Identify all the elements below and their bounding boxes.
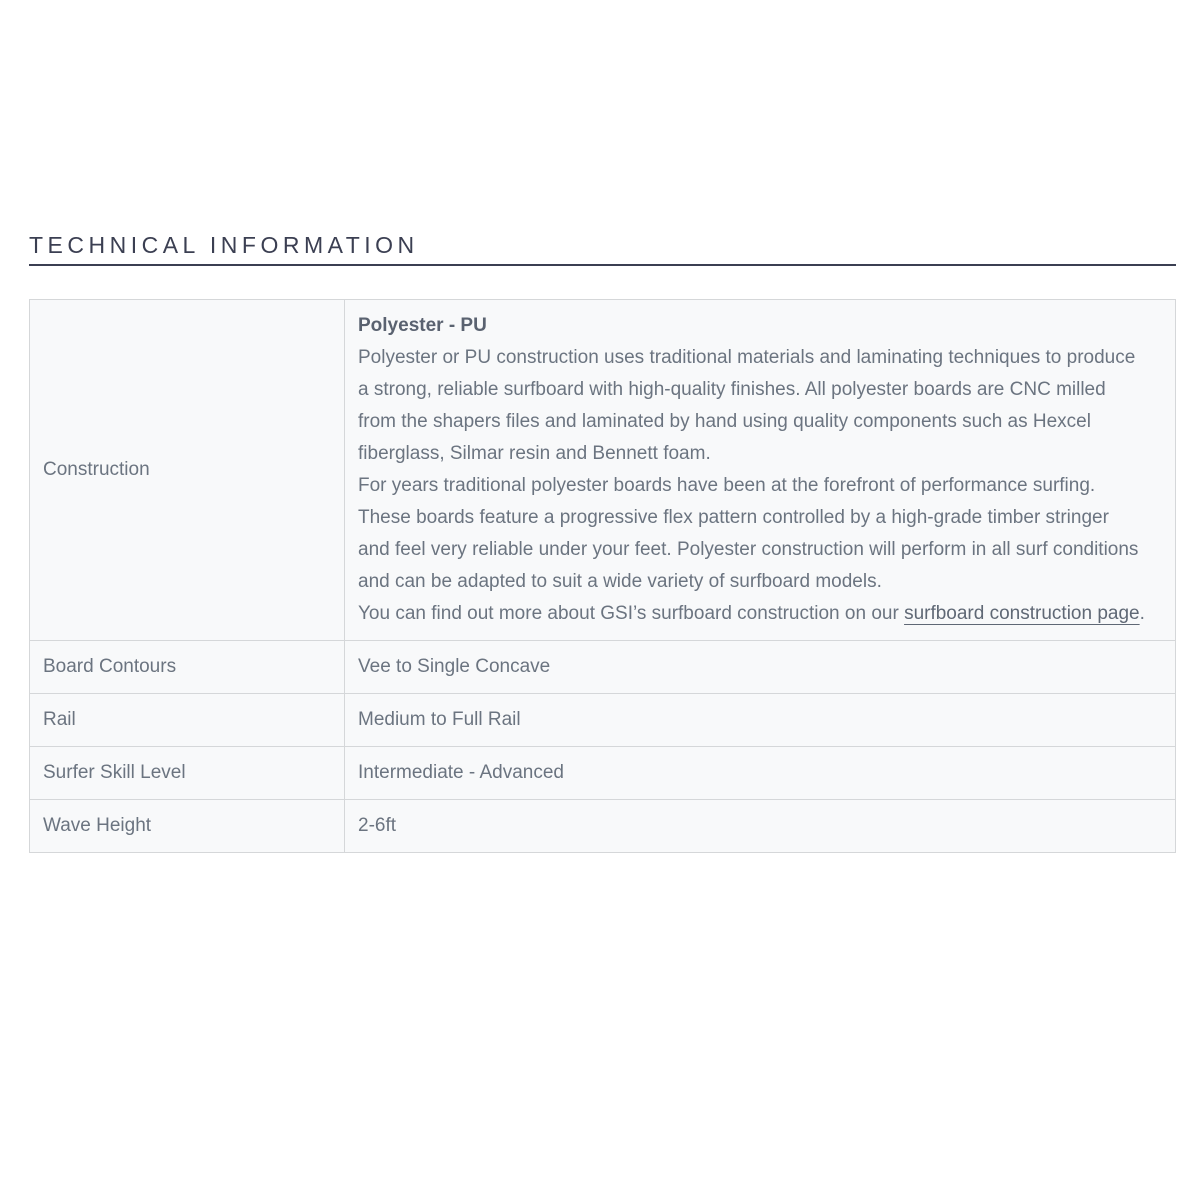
row-label-board-contours: Board Contours xyxy=(30,641,345,694)
construction-material-title: Polyester - PU xyxy=(358,315,487,336)
row-value-rail: Medium to Full Rail xyxy=(345,694,1176,747)
table-row-board-contours xyxy=(30,641,1176,694)
technical-information-section xyxy=(29,0,1176,853)
row-label-rail: Rail xyxy=(30,694,345,747)
table-row-construction xyxy=(30,300,1176,641)
row-label-surfer-skill-level: Surfer Skill Level xyxy=(30,747,345,800)
construction-link-prefix: You can find out more about GSI’s surfboard construction on our xyxy=(358,603,905,624)
row-label-construction: Construction xyxy=(30,300,345,641)
row-value-construction xyxy=(345,300,1176,641)
row-value-board-contours: Vee to Single Concave xyxy=(345,641,1176,694)
row-value-wave-height: 2-6ft xyxy=(345,800,1176,853)
table-row-rail xyxy=(30,694,1176,747)
row-label-wave-height: Wave Height xyxy=(30,800,345,853)
surfboard-construction-page-link[interactable]: surfboard construction page xyxy=(904,603,1140,624)
construction-link-suffix: . xyxy=(1139,603,1145,624)
section-title: TECHNICAL INFORMATION xyxy=(29,232,1176,266)
table-row-wave-height xyxy=(30,800,1176,853)
table-row-surfer-skill-level xyxy=(30,747,1176,800)
construction-link-sentence xyxy=(358,598,1145,630)
construction-paragraph-1: Polyester or PU construction uses traditional materials and laminating techniques to produce a strong, reliable surfboard with high-quality finishes. All polyester boards are CNC milled from the shapers files and laminated by hand using quality components such as Hexcel fiberglass, Silmar resin and Bennett foam. xyxy=(358,347,1136,464)
row-value-surfer-skill-level: Intermediate - Advanced xyxy=(345,747,1176,800)
construction-paragraph-2: For years traditional polyester boards have been at the forefront of performance surfing. These boards feature a progressive flex pattern controlled by a high-grade timber stringer and feel very reliable under your feet. Polyester construction will perform in all surf conditions and can be adapted to suit a wide variety of surfboard models. xyxy=(358,475,1139,592)
technical-info-table xyxy=(29,299,1176,853)
